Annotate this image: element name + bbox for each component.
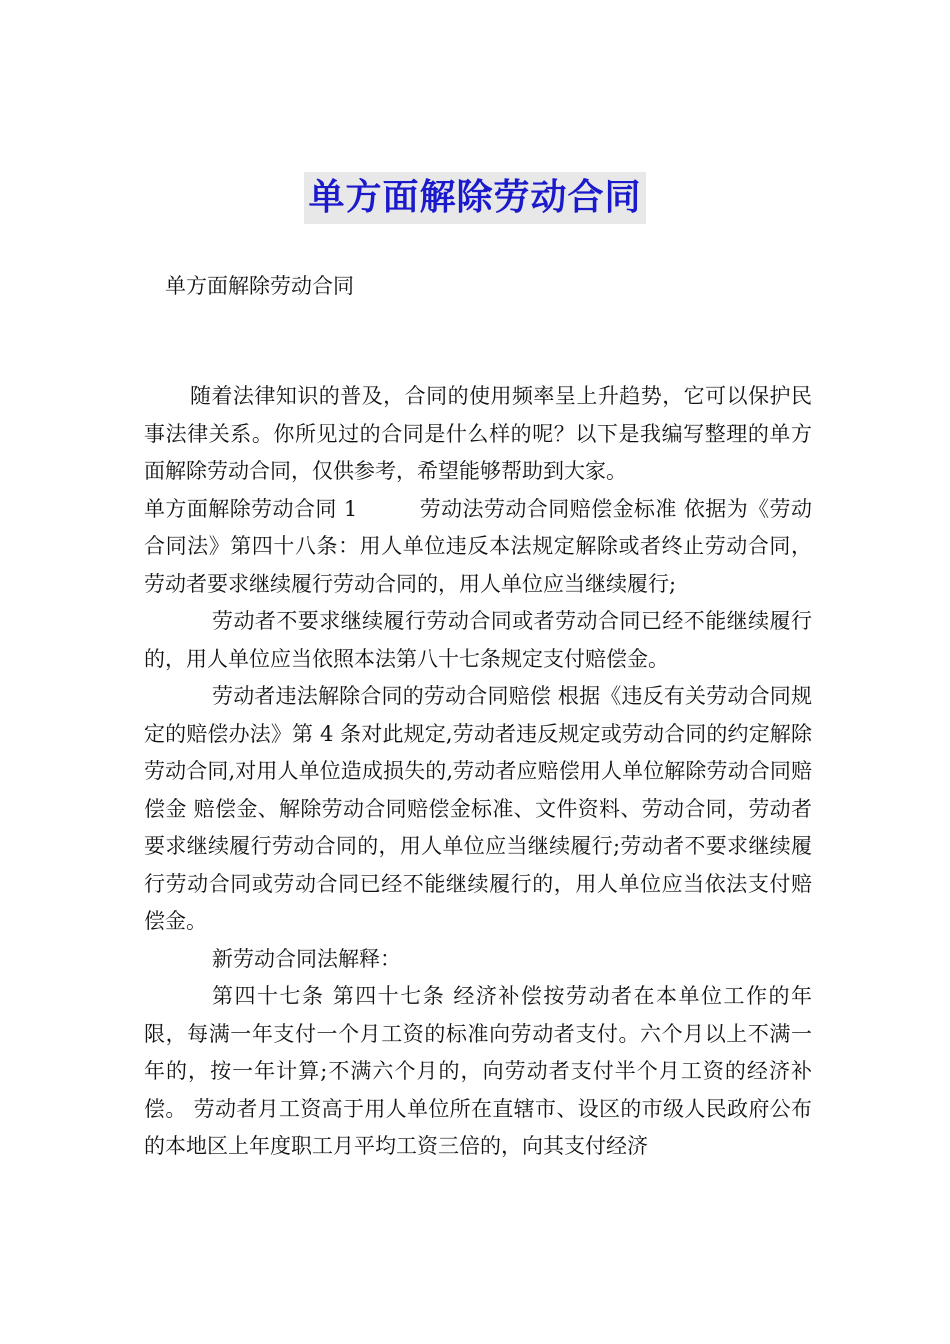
body-paragraph: 劳动者违法解除合同的劳动合同赔偿 根据《违反有关劳动合同规定的赔偿办法》第 4 条对此规定,劳动者违反规定或劳动合同的约定解除劳动合同,对用人单位造成损失的,劳动者应赔偿用人单位解除劳动合同赔偿金 赔偿金、解除劳动合同赔偿金标准、文件资料、劳动合同，劳动者要求继续履行劳动合同的，用人单位应当继续履行;劳动者不要求继续履行劳动合同或劳动合同已经不能继续履行的，用人单位应当依法支付赔偿金。 bbox=[144, 684, 812, 933]
body-paragraph: 第四十七条 第四十七条 经济补偿按劳动者在本单位工作的年限，每满一年支付一个月工资的标准向劳动者支付。六个月以上不满一年的，按一年计算;不满六个月的，向劳动者支付半个月工资的经济补偿。 劳动者月工资高于用人单位所在直辖市、设区的市级人民政府公布的本地区上年度职工月平均工资三倍的，向其支付经济 bbox=[144, 984, 812, 1158]
document-title: 单方面解除劳动合同 bbox=[304, 172, 645, 224]
section-paragraph bbox=[144, 491, 812, 604]
title-wrap bbox=[0, 172, 950, 224]
section-text: 劳动法劳动合同赔偿金标准 依据为《劳动合同法》第四十八条：用人单位违反本法规定解除或者终止劳动合同，劳动者要求继续履行劳动合同的，用人单位应当继续履行; bbox=[144, 496, 812, 596]
intro-paragraph: 随着法律知识的普及，合同的使用频率呈上升趋势，它可以保护民事法律关系。你所见过的合同是什么样的呢？以下是我编写整理的单方面解除劳动合同，仅供参考，希望能够帮助到大家。 bbox=[144, 384, 812, 483]
document-body bbox=[144, 378, 812, 1166]
document-subtitle: 单方面解除劳动合同 bbox=[165, 274, 354, 298]
section-heading: 单方面解除劳动合同 1 bbox=[144, 496, 358, 521]
body-paragraph: 劳动者不要求继续履行劳动合同或者劳动合同已经不能继续履行的，用人单位应当依照本法第八十七条规定支付赔偿金。 bbox=[144, 609, 812, 671]
body-paragraph: 新劳动合同法解释： bbox=[212, 946, 401, 971]
